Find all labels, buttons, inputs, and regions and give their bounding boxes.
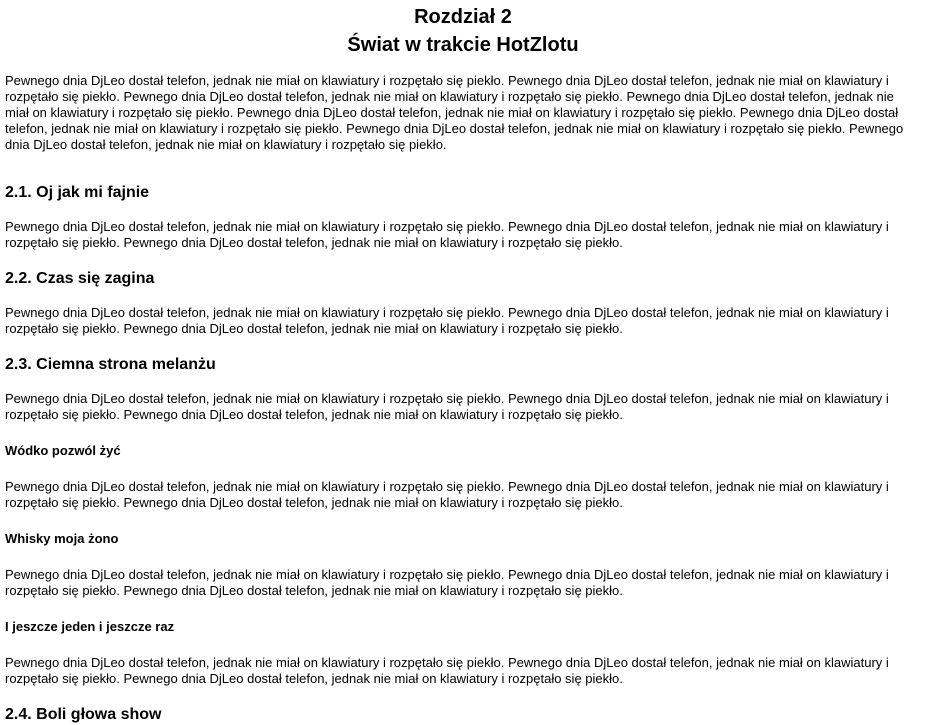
chapter-title xyxy=(5,3,921,59)
subsection-heading-jeszcze: I jeszcze jeden i jeszcze raz xyxy=(5,619,175,634)
section-paragraph-2-2: Pewnego dnia DjLeo dostał telefon, jednak nie miał on klawiatury i rozpętało się piekło. Pewnego dnia DjLeo dostał telefon, jednak nie miał on klawiatury i rozpętało się piekło. Pewnego dnia DjLeo dostał telefon, jednak nie miał on klawiatury i rozpętało się piekło. xyxy=(5,305,889,336)
chapter-name: Świat w trakcie HotZlotu xyxy=(347,34,579,56)
intro-paragraph: Pewnego dnia DjLeo dostał telefon, jednak nie miał on klawiatury i rozpętało się piekło. Pewnego dnia DjLeo dostał telefon, jednak nie miał on klawiatury i rozpętało się piekło. Pewnego dnia DjLeo dostał telefon, jednak nie miał on klawiatury i rozpętało się piekło. Pewnego dnia DjLeo dostał telefon, jednak nie miał on klawiatury i rozpętało się piekło. Pewnego dnia DjLeo dostał telefon, jednak nie miał on klawiatury i rozpętało się piekło. Pewnego dnia DjLeo dostał telefon, jednak nie miał on klawiatury i rozpętało się piekło. Pewnego dnia DjLeo dostał telefon, jednak nie miał on klawiatury i rozpętało się piekło. Pewnego dnia DjLeo dostał telefon, jednak nie miał on klawiatury i rozpętało się piekło. xyxy=(5,73,904,152)
section-paragraph-2-1: Pewnego dnia DjLeo dostał telefon, jednak nie miał on klawiatury i rozpętało się piekło. Pewnego dnia DjLeo dostał telefon, jednak nie miał on klawiatury i rozpętało się piekło. Pewnego dnia DjLeo dostał telefon, jednak nie miał on klawiatury i rozpętało się piekło. xyxy=(5,219,889,250)
section-heading-2-3: 2.3. Ciemna strona melanżu xyxy=(5,356,216,373)
subsection-paragraph-whisky: Pewnego dnia DjLeo dostał telefon, jednak nie miał on klawiatury i rozpętało się piekło. Pewnego dnia DjLeo dostał telefon, jednak nie miał on klawiatury i rozpętało się piekło. Pewnego dnia DjLeo dostał telefon, jednak nie miał on klawiatury i rozpętało się piekło. xyxy=(5,567,889,598)
chapter-number: Rozdział 2 xyxy=(414,6,512,28)
section-heading-2-2: 2.2. Czas się zagina xyxy=(5,270,155,287)
section-heading-2-4: 2.4. Boli głowa show xyxy=(5,706,162,723)
document-page xyxy=(0,3,926,725)
subsection-heading-wodko: Wódko pozwól żyć xyxy=(5,443,121,458)
subsection-paragraph-jeszcze: Pewnego dnia DjLeo dostał telefon, jednak nie miał on klawiatury i rozpętało się piekło. Pewnego dnia DjLeo dostał telefon, jednak nie miał on klawiatury i rozpętało się piekło. Pewnego dnia DjLeo dostał telefon, jednak nie miał on klawiatury i rozpętało się piekło. xyxy=(5,655,889,686)
section-paragraph-2-3: Pewnego dnia DjLeo dostał telefon, jednak nie miał on klawiatury i rozpętało się piekło. Pewnego dnia DjLeo dostał telefon, jednak nie miał on klawiatury i rozpętało się piekło. Pewnego dnia DjLeo dostał telefon, jednak nie miał on klawiatury i rozpętało się piekło. xyxy=(5,391,889,422)
subsection-heading-whisky: Whisky moja żono xyxy=(5,531,119,546)
subsection-paragraph-wodko: Pewnego dnia DjLeo dostał telefon, jednak nie miał on klawiatury i rozpętało się piekło. Pewnego dnia DjLeo dostał telefon, jednak nie miał on klawiatury i rozpętało się piekło. Pewnego dnia DjLeo dostał telefon, jednak nie miał on klawiatury i rozpętało się piekło. xyxy=(5,479,889,510)
section-heading-2-1: 2.1. Oj jak mi fajnie xyxy=(5,184,150,201)
